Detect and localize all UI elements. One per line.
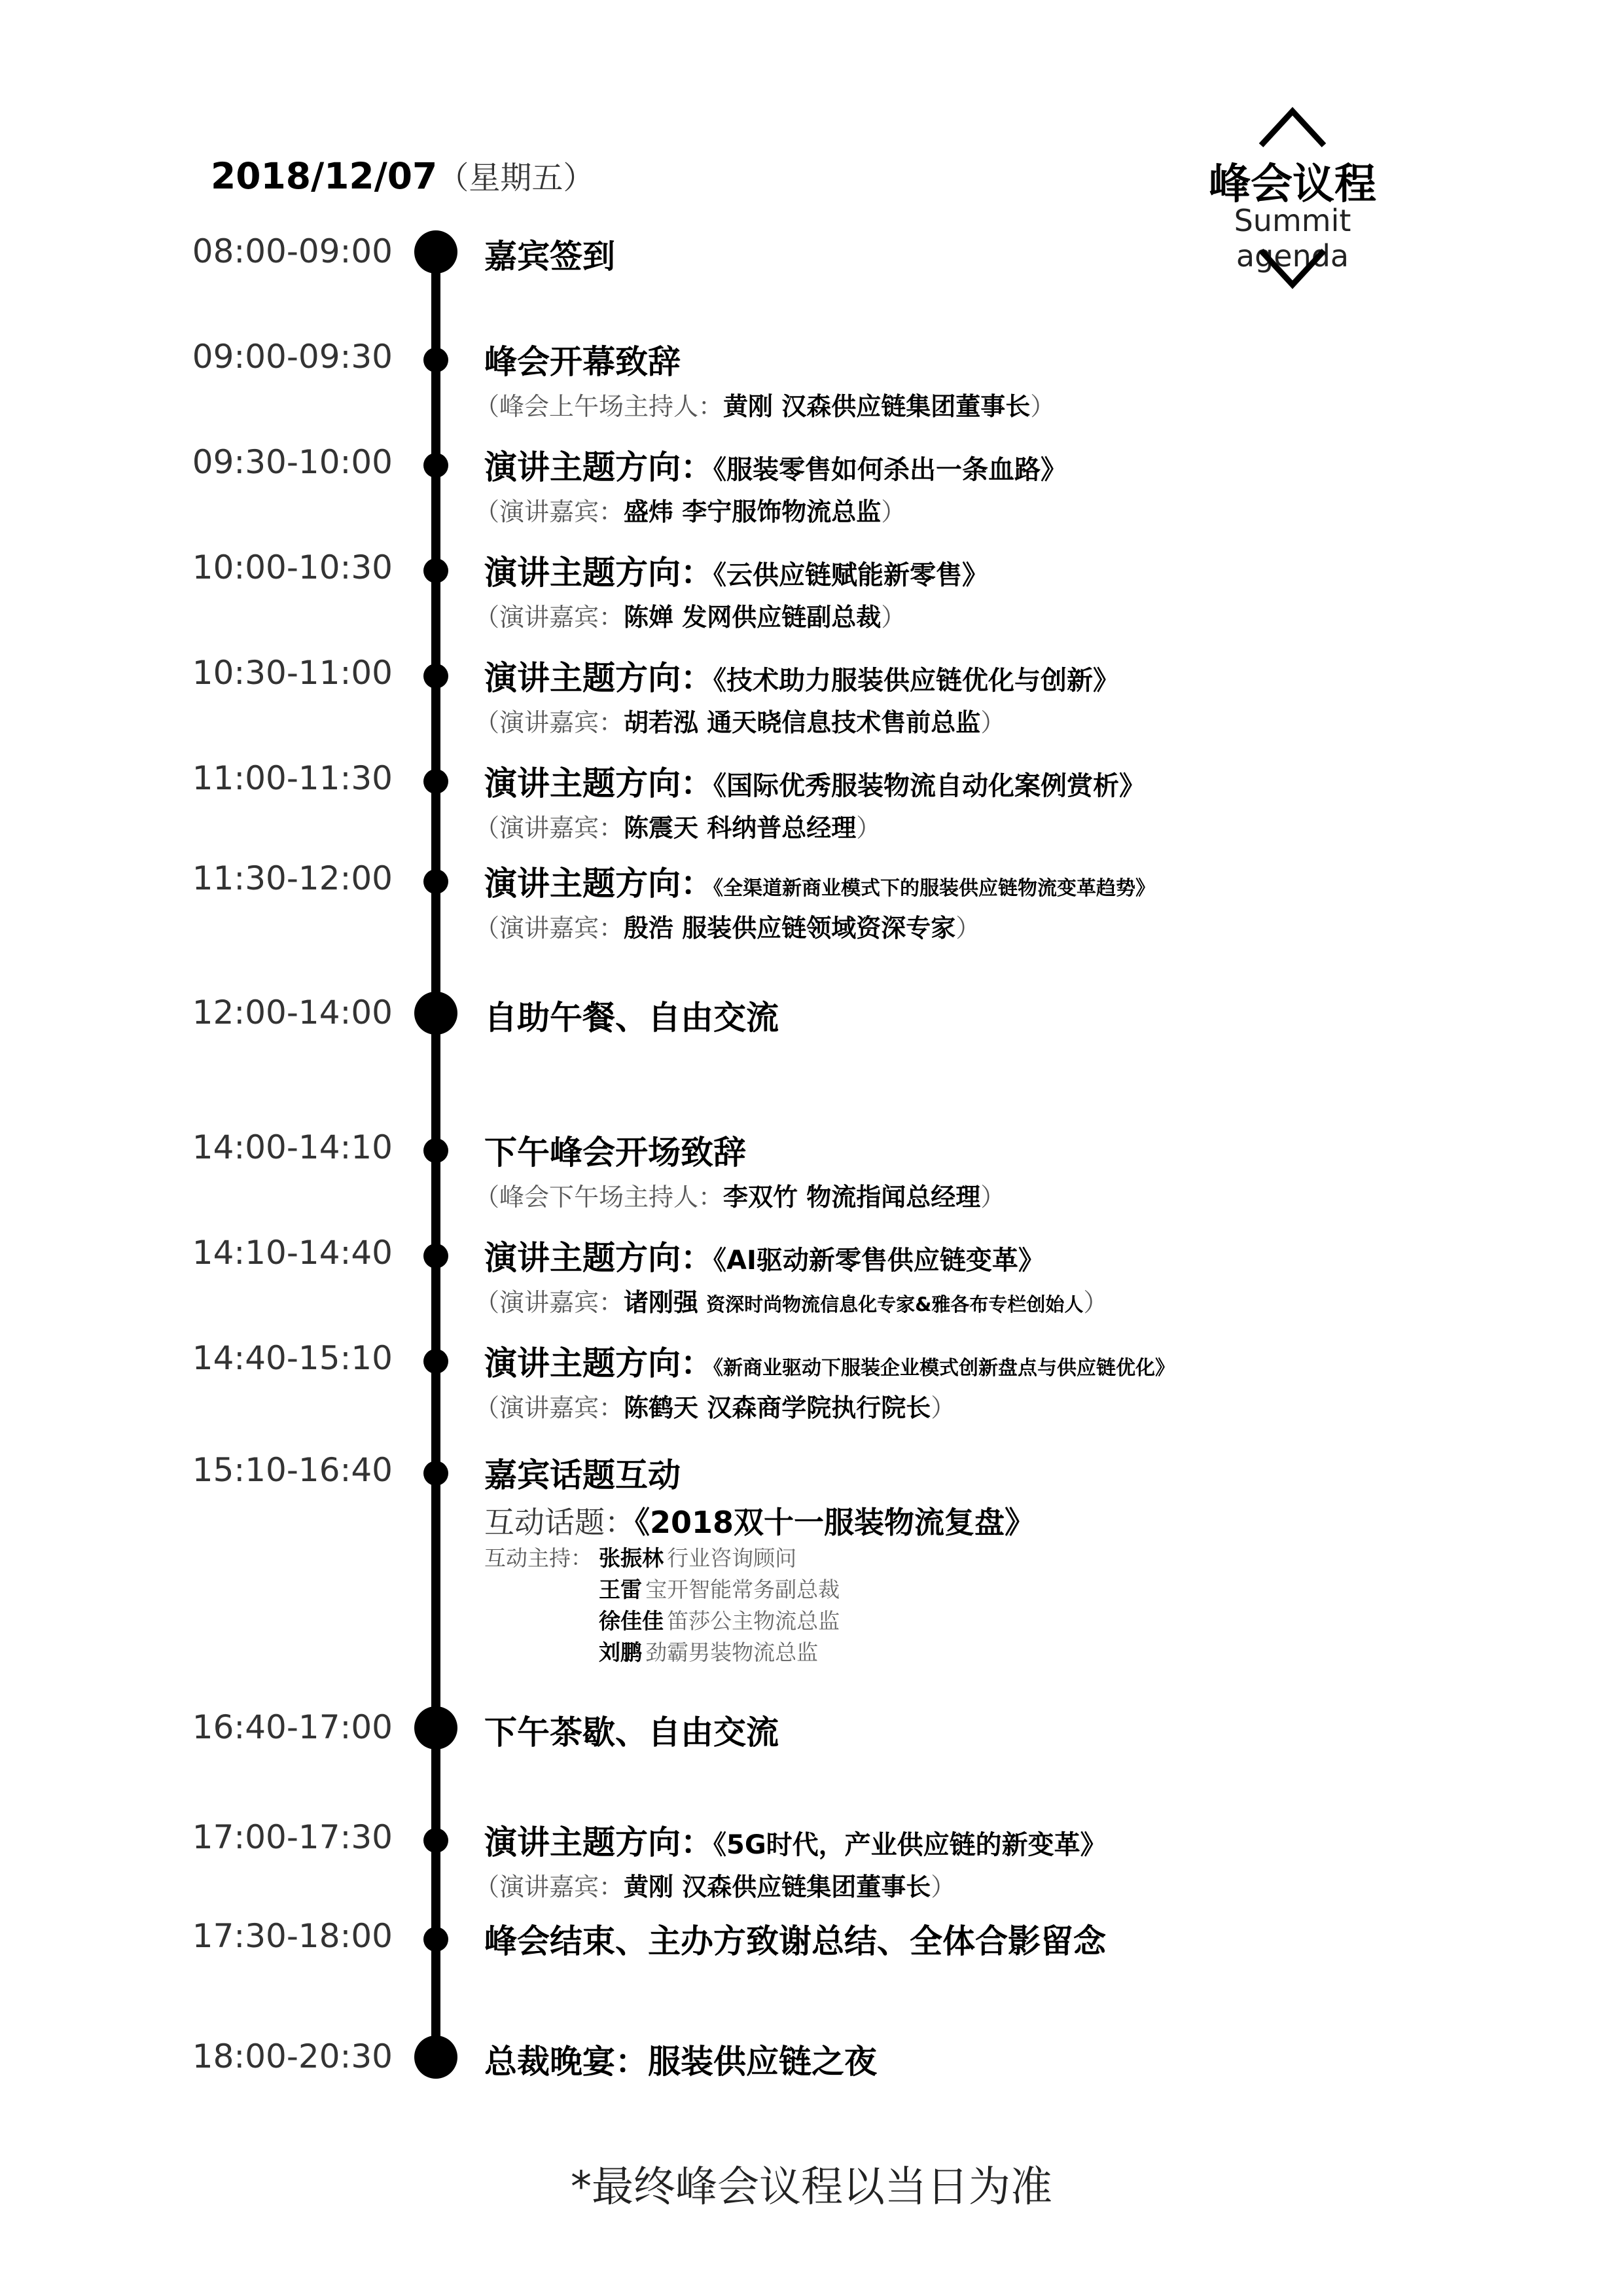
host-name: 徐佳佳: [599, 1608, 664, 1634]
timeline-dot: [423, 1349, 448, 1374]
footnote: *最终峰会议程以当日为准: [571, 2163, 1052, 2212]
timeline-dot: [423, 1828, 448, 1853]
host-role: 宝开智能常务副总裁: [645, 1577, 840, 1602]
speaker-end: ）: [955, 914, 981, 942]
agenda-time: 09:00-09:30: [192, 338, 393, 376]
timeline-dot: [423, 664, 448, 689]
agenda-talk: [484, 441, 1067, 488]
speaker-end: ）: [856, 814, 882, 842]
agenda-speaker: [474, 908, 980, 944]
speaker-name: 黄刚 汉森供应链集团董事长: [624, 1873, 931, 1901]
agenda-talk: [484, 1816, 1107, 1863]
agenda-time: 12:00-14:00: [192, 994, 393, 1031]
speaker-name: 诸刚强: [624, 1288, 699, 1317]
agenda-time: 10:30-11:00: [192, 654, 393, 692]
interactive-topic-label: 互动话题：: [484, 1505, 635, 1540]
agenda-time: 15:10-16:40: [192, 1451, 393, 1489]
timeline-dot: [423, 1244, 448, 1268]
date-day: 2018/12/07: [211, 155, 438, 197]
speaker-end: ）: [931, 1873, 956, 1901]
talk-topic: 《服装零售如何杀出一条血路》: [713, 455, 1067, 485]
agenda-speaker: [474, 702, 1005, 738]
host-end: ）: [980, 1183, 1006, 1211]
timeline-dot: [423, 769, 448, 794]
timeline-dot: [423, 348, 448, 372]
agenda-host: [474, 1177, 1005, 1213]
talk-label: 演讲主题方向：: [484, 1344, 713, 1382]
agenda-time: 18:00-20:30: [192, 2037, 393, 2075]
interactive-host-label: 互动主持：: [484, 1545, 592, 1571]
speaker-name: 陈婵 发网供应链副总裁: [624, 603, 882, 632]
agenda-speaker: [474, 1867, 955, 1903]
speaker-label: （演讲嘉宾：: [474, 708, 624, 737]
summit-agenda-badge: [1185, 105, 1400, 295]
host-label: （峰会上午场主持人：: [474, 392, 724, 421]
speaker-end: ）: [931, 1393, 956, 1422]
host-end: ）: [1030, 392, 1056, 421]
talk-topic: 《新商业驱动下服装企业模式创新盘点与供应链优化》: [713, 1357, 1175, 1380]
interactive-host: [599, 1573, 840, 1604]
agenda-time: 11:30-12:00: [192, 859, 393, 897]
speaker-end: ）: [881, 497, 906, 526]
agenda-title: 下午茶歇、自由交流: [484, 1713, 779, 1751]
timeline-dot: [423, 558, 448, 583]
interactive-host: [599, 1541, 796, 1572]
agenda-title: 嘉宾签到: [484, 238, 615, 276]
host-name: 李双竹 物流指闻总经理: [723, 1183, 981, 1211]
speaker-end: ）: [980, 708, 1006, 737]
talk-label: 演讲主题方向：: [484, 659, 713, 697]
host-role: 劲霸男装物流总监: [645, 1640, 819, 1665]
agenda-title: 嘉宾话题互动: [484, 1456, 681, 1494]
timeline-dot: [423, 1461, 448, 1486]
interactive-topic-title: 《2018双十一服装物流复盘》: [635, 1505, 1035, 1540]
agenda-title: 自助午餐、自由交流: [484, 999, 779, 1037]
speaker-label: （演讲嘉宾：: [474, 1288, 624, 1317]
talk-label: 演讲主题方向：: [484, 764, 713, 802]
agenda-speaker: [474, 808, 881, 844]
agenda-time: 14:10-14:40: [192, 1234, 393, 1272]
talk-label: 演讲主题方向：: [484, 1823, 713, 1861]
agenda-speaker: [474, 1388, 955, 1424]
speaker-label: （演讲嘉宾：: [474, 603, 624, 632]
timeline-dot: [423, 1927, 448, 1952]
speaker-name: 陈鹤天 汉森商学院执行院长: [624, 1393, 931, 1422]
speaker-name: 殷浩 服装供应链领域资深专家: [624, 914, 956, 942]
timeline-dot-major: [414, 1706, 457, 1749]
agenda-time: 14:00-14:10: [192, 1128, 393, 1166]
talk-label: 演讲主题方向：: [484, 1239, 713, 1277]
agenda-talk: [484, 652, 1119, 699]
agenda-title: 峰会开幕致辞: [484, 343, 681, 381]
talk-topic: 《技术助力服装供应链优化与创新》: [713, 666, 1119, 696]
speaker-label: （演讲嘉宾：: [474, 814, 624, 842]
talk-topic: 《全渠道新商业模式下的服装供应链物流变革趋势》: [713, 877, 1155, 900]
speaker-label: （演讲嘉宾：: [474, 1873, 624, 1901]
host-name: 黄刚 汉森供应链集团董事长: [723, 392, 1031, 421]
agenda-talk: [484, 1232, 1044, 1279]
agenda-talk: [484, 857, 1155, 905]
timeline-dot: [423, 1138, 448, 1163]
speaker-name: 陈震天 科纳普总经理: [624, 814, 857, 842]
date-weekday: （星期五）: [437, 160, 595, 196]
agenda-date: [211, 152, 594, 198]
talk-topic: 《国际优秀服装物流自动化案例赏析》: [713, 771, 1145, 801]
agenda-talk: [484, 1337, 1175, 1384]
agenda-talk: [484, 757, 1145, 804]
talk-label: 演讲主题方向：: [484, 554, 713, 592]
host-name: 王雷: [599, 1577, 642, 1602]
agenda-time: 14:40-15:10: [192, 1339, 393, 1377]
speaker-end: ）: [881, 603, 906, 632]
host-role: 行业咨询顾问: [667, 1545, 797, 1571]
interactive-topic: [484, 1499, 1035, 1542]
agenda-time: 16:40-17:00: [192, 1708, 393, 1746]
agenda-title: 下午峰会开场致辞: [484, 1134, 746, 1172]
agenda-speaker: [474, 597, 906, 633]
agenda-time: 17:00-17:30: [192, 1818, 393, 1856]
chevron-down-icon: [1185, 245, 1400, 291]
host-name: 刘鹏: [599, 1640, 642, 1665]
agenda-host: [474, 386, 1055, 422]
agenda-time: 11:00-11:30: [192, 759, 393, 797]
speaker-label: （演讲嘉宾：: [474, 497, 624, 526]
speaker-end: ）: [1083, 1288, 1109, 1317]
speaker-label: （演讲嘉宾：: [474, 1393, 624, 1422]
host-role: 笛莎公主物流总监: [667, 1608, 840, 1634]
talk-topic: 《5G时代，产业供应链的新变革》: [713, 1830, 1107, 1860]
talk-topic: 《AI驱动新零售供应链变革》: [713, 1246, 1044, 1276]
talk-topic: 《云供应链赋能新零售》: [713, 560, 988, 590]
host-name: 张振林: [599, 1545, 664, 1571]
chevron-up-icon: [1185, 105, 1400, 151]
timeline-dot-major: [414, 2036, 457, 2079]
timeline-dot-major: [414, 992, 457, 1035]
talk-label: 演讲主题方向：: [484, 448, 713, 486]
agenda-time: 17:30-18:00: [192, 1917, 393, 1955]
speaker-role: 资深时尚物流信息化专家&雅各布专栏创始人: [706, 1293, 1084, 1316]
host-label: （峰会下午场主持人：: [474, 1183, 724, 1211]
agenda-title: 总裁晚宴：服装供应链之夜: [484, 2043, 877, 2081]
agenda-talk: [484, 547, 988, 594]
agenda-title: 峰会结束、主办方致谢总结、全体合影留念: [484, 1922, 1106, 1960]
speaker-label: （演讲嘉宾：: [474, 914, 624, 942]
speaker-name: 盛炜 李宁服饰物流总监: [624, 497, 882, 526]
timeline-dot: [423, 453, 448, 478]
agenda-speaker: [474, 492, 906, 528]
agenda-time: 08:00-09:00: [192, 232, 393, 270]
agenda-time: 09:30-10:00: [192, 443, 393, 481]
agenda-time: 10:00-10:30: [192, 548, 393, 586]
agenda-speaker: [474, 1282, 1108, 1318]
timeline-dot: [423, 869, 448, 894]
speaker-name: 胡若泓 通天晓信息技术售前总监: [624, 708, 981, 737]
interactive-host: [599, 1604, 840, 1635]
interactive-host: [599, 1636, 818, 1666]
page-title: 峰会议程: [1209, 160, 1376, 209]
talk-label: 演讲主题方向：: [484, 865, 713, 903]
timeline-dot-major: [414, 230, 457, 274]
page-subtitle: Summit agenda: [1234, 203, 1351, 274]
